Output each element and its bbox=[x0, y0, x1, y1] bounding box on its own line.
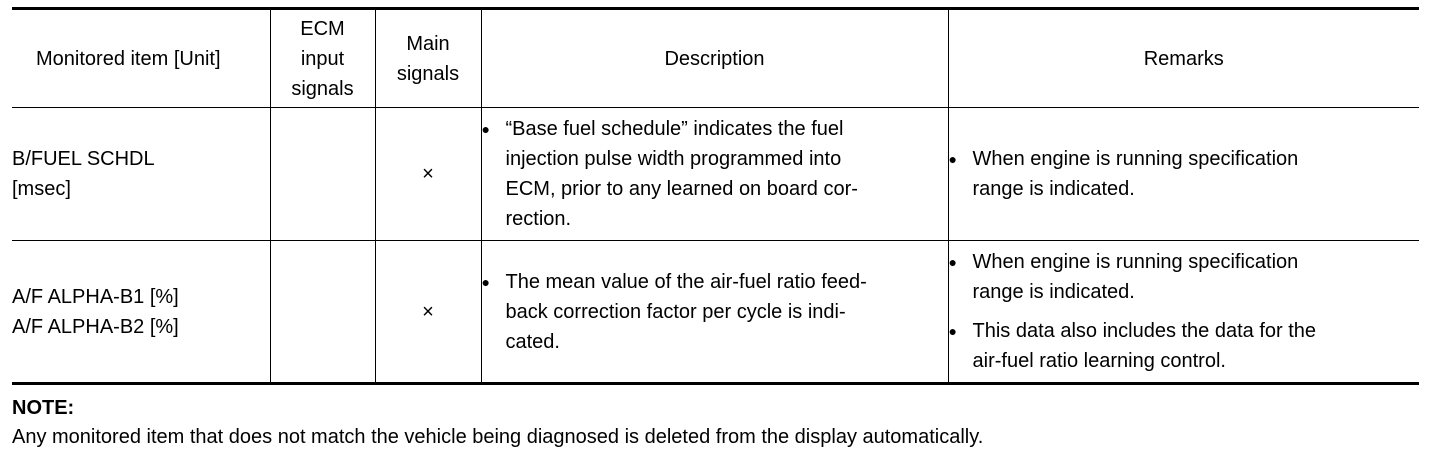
bullet-item bbox=[482, 267, 948, 357]
header-ecm-line: signals bbox=[291, 77, 354, 100]
header-remarks: Remarks bbox=[948, 9, 1419, 108]
main-signal-mark: × bbox=[375, 241, 481, 384]
header-main-line: signals bbox=[396, 62, 460, 85]
description-cell bbox=[481, 241, 948, 384]
text-line: “Base fuel schedule” indicates the fuel bbox=[505, 118, 844, 140]
header-row bbox=[12, 9, 1419, 108]
description-cell bbox=[481, 108, 948, 241]
text-line: rection. bbox=[505, 208, 572, 230]
text-line: back correction factor per cycle is indi- bbox=[505, 300, 846, 323]
ecm-input-cell bbox=[270, 241, 375, 384]
bullet-item bbox=[949, 316, 1420, 376]
item-line: B/FUEL SCHDL bbox=[12, 148, 155, 170]
text-line: air-fuel ratio learning control. bbox=[972, 350, 1226, 372]
header-description: Description bbox=[481, 9, 948, 108]
header-main-signals bbox=[375, 9, 481, 108]
table-row bbox=[12, 241, 1419, 384]
text-line: range is indicated. bbox=[972, 178, 1135, 200]
bullet-icon: ● bbox=[948, 151, 957, 167]
header-ecm-line: ECM bbox=[300, 17, 345, 40]
bullet-item bbox=[482, 114, 948, 234]
table-row bbox=[12, 108, 1419, 241]
item-line: A/F ALPHA-B2 [%] bbox=[12, 315, 179, 338]
data-monitor-table bbox=[12, 7, 1419, 385]
note-title: NOTE: bbox=[12, 397, 75, 419]
header-ecm-input-signals bbox=[270, 9, 375, 108]
text-line: ECM, prior to any learned on board cor- bbox=[505, 178, 858, 200]
text-line: injection pulse width programmed into bbox=[505, 148, 842, 170]
monitored-item-cell bbox=[12, 108, 270, 241]
note-block bbox=[12, 394, 983, 452]
main-signal-mark: × bbox=[375, 108, 481, 241]
text-line: range is indicated. bbox=[972, 281, 1135, 303]
text-line: This data also includes the data for the bbox=[972, 320, 1317, 342]
text-line: When engine is running specification bbox=[972, 148, 1299, 170]
remarks-cell bbox=[948, 108, 1419, 241]
bullet-item bbox=[949, 247, 1420, 307]
header-main-line: Main bbox=[406, 32, 450, 55]
item-line: A/F ALPHA-B1 [%] bbox=[12, 285, 179, 308]
bullet-icon: ● bbox=[481, 121, 490, 137]
header-monitored-item: Monitored item [Unit] bbox=[12, 9, 270, 108]
ecm-input-cell bbox=[270, 108, 375, 241]
remarks-cell bbox=[948, 241, 1419, 384]
note-text: Any monitored item that does not match the vehicle being diagnosed is deleted from the display automatically. bbox=[12, 426, 984, 448]
bullet-icon: ● bbox=[948, 323, 957, 339]
bullet-item bbox=[949, 144, 1420, 204]
text-line: cated. bbox=[505, 330, 560, 353]
text-line: When engine is running specification bbox=[972, 251, 1299, 273]
item-line: [msec] bbox=[12, 178, 71, 200]
monitored-item-cell bbox=[12, 241, 270, 384]
header-ecm-line: input bbox=[300, 47, 345, 70]
text-line: The mean value of the air-fuel ratio feed- bbox=[505, 270, 867, 293]
bullet-icon: ● bbox=[481, 273, 490, 290]
bullet-icon: ● bbox=[948, 254, 957, 270]
